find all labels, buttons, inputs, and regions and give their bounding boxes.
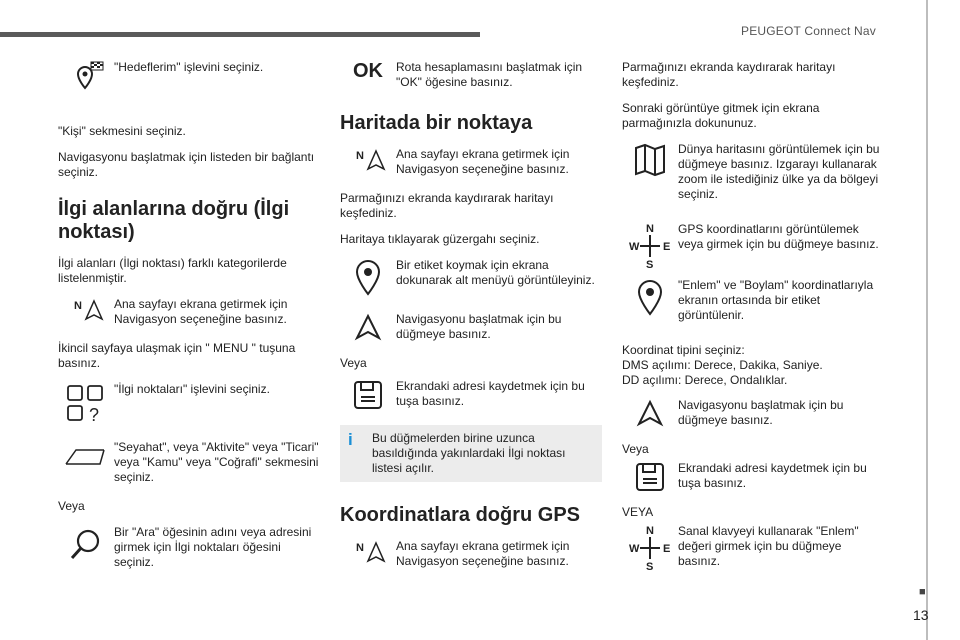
- col3-or-text: Veya: [622, 442, 649, 456]
- col3-or-caps-text: VEYA: [622, 505, 654, 519]
- strip-mark: ■: [919, 586, 926, 598]
- poi-desc-text: İlgi alanları (İlgi noktası) farklı kategorilerde listelenmiştir.: [58, 256, 287, 285]
- map-tap-text: Haritaya tıklayarak güzergahı seçiniz.: [340, 232, 540, 246]
- col3-nav-start-text: Navigasyonu başlatmak için bu düğmeye basınız.: [678, 398, 844, 427]
- col3-next-text: Sonraki görüntüye gitmek için ekrana parmağınızla dokununuz.: [622, 101, 820, 130]
- save-text: Ekrandaki adresi kaydetmek için bu tuşa basınız.: [396, 379, 585, 408]
- poi-select-text: "İlgi noktaları" işlevini seçiniz.: [114, 382, 270, 396]
- coord-type-label: Koordinat tipini seçiniz:: [622, 343, 745, 357]
- menu-press-text: İkincil sayfaya ulaşmak için " MENU " tuşuna basınız.: [58, 341, 296, 370]
- col3-nav-start-row: [622, 398, 884, 428]
- destinations-text: "Hedeflerim" işlevini seçiniz.: [114, 60, 264, 74]
- compass-s: S: [646, 259, 654, 270]
- column-3: [622, 60, 884, 586]
- gps-heading: Koordinatlara doğru GPS: [340, 504, 581, 526]
- world-map-row: [622, 142, 884, 202]
- contact-select-text: Navigasyonu başlatmak için listeden bir bağlantı seçiniz.: [58, 150, 315, 179]
- gps-nav-row: [340, 539, 602, 569]
- search-icon: [58, 525, 114, 565]
- world-map-icon: [622, 142, 678, 178]
- map-scroll-text: Parmağınızı ekranda kaydırarak haritayı keşfediniz.: [340, 191, 554, 220]
- info-note-text: Bu düğmelerden birine uzunca basıldığında yakınlardaki İlgi noktası listesi açılır.: [372, 431, 566, 475]
- ok-label: OK: [353, 60, 383, 82]
- col3-save-text: Ekrandaki adresi kaydetmek için bu tuşa basınız.: [678, 461, 867, 490]
- dd-text: DD açılımı: Derece, Ondalıklar.: [622, 373, 788, 387]
- compass-n: N: [646, 223, 654, 235]
- world-map-text: Dünya haritasını görüntülemek için bu düğmeye basınız. Izgarayı kullanarak zoom ile istediğiniz ülke ya da bölgeyi seçiniz.: [678, 142, 880, 201]
- page-header-title: PEUGEOT Connect Nav: [741, 24, 876, 38]
- tab-folder-icon: [58, 440, 114, 470]
- svg-text:N: N: [356, 542, 364, 554]
- ok-row: [340, 60, 602, 90]
- nav-start-row: [340, 312, 602, 342]
- compass-e: E: [663, 543, 671, 555]
- poi-category-icon: [58, 382, 114, 426]
- pin-row: [340, 258, 602, 298]
- map-pin-icon: [622, 278, 678, 318]
- map-nav-row: [340, 147, 602, 177]
- navigation-icon: [340, 539, 396, 565]
- or-text: Veya: [58, 499, 85, 513]
- destination-flag-icon: [58, 60, 114, 100]
- navigate-arrow-icon: [622, 398, 678, 428]
- svg-text:?: ?: [89, 405, 100, 425]
- search-text: Bir "Ara" öğesinin adını veya adresini girmek için İlgi noktaları öğesini seçiniz.: [114, 525, 312, 569]
- search-row: [58, 525, 320, 570]
- save-row: [340, 379, 602, 411]
- svg-text:N: N: [74, 300, 82, 312]
- nav-press-row: [58, 297, 320, 327]
- contact-tab-text: "Kişi" sekmesini seçiniz.: [58, 124, 186, 138]
- gps-coords-text: GPS koordinatlarını görüntülemek veya girmek için bu düğmeye basınız.: [678, 222, 879, 251]
- ok-icon: [340, 60, 396, 82]
- gps-nav-text: Ana sayfayı ekrana getirmek için Navigasyon seçeneğine basınız.: [396, 539, 570, 568]
- tabs-select-row: [58, 440, 320, 485]
- header-rule: [0, 32, 480, 37]
- pin-text: Bir etiket koymak için ekrana dokunarak alt menüyü görüntüleyiniz.: [396, 258, 595, 287]
- poi-heading: İlgi alanlarına doğru (İlgi noktası): [58, 198, 290, 243]
- column-1: [58, 60, 320, 584]
- save-disk-icon: [622, 461, 678, 493]
- navigation-icon: [340, 147, 396, 173]
- side-strip: [926, 0, 928, 640]
- map-nav-text: Ana sayfayı ekrana getirmek için Navigasyon seçeneğine basınız.: [396, 147, 570, 176]
- col3-save-row: [622, 461, 884, 493]
- nav-start-text: Navigasyonu başlatmak için bu düğmeye basınız.: [396, 312, 562, 341]
- page-number: 13: [913, 607, 929, 623]
- latlon-row: [622, 278, 884, 323]
- compass-icon: [622, 524, 678, 572]
- nav-press-text: Ana sayfayı ekrana getirmek için Navigasyon seçeneğine basınız.: [114, 297, 288, 326]
- latlon-text: "Enlem" ve "Boylam" koordinatlarıyla ekranın ortasında bir etiket görüntülenir.: [678, 278, 874, 322]
- ok-text: Rota hesaplamasını başlatmak için "OK" öğesine basınız.: [396, 60, 583, 89]
- navigation-icon: [58, 297, 114, 323]
- navigate-arrow-icon: [340, 312, 396, 342]
- poi-select-row: [58, 382, 320, 426]
- compass-w: W: [629, 241, 640, 253]
- map-heading: Haritada bir noktaya: [340, 112, 533, 134]
- info-icon: i: [348, 430, 353, 449]
- coord-type-text: [622, 343, 884, 388]
- destinations-row: [58, 60, 320, 100]
- or-text: Veya: [340, 356, 367, 370]
- save-disk-icon: [340, 379, 396, 411]
- gps-coords-row: [622, 222, 884, 270]
- keyboard-text: Sanal klavyeyi kullanarak "Enlem" değeri girmek için bu düğmeye basınız.: [678, 524, 859, 568]
- dms-text: DMS açılımı: Derece, Dakika, Saniye.: [622, 358, 823, 372]
- info-note: [340, 425, 602, 482]
- compass-n: N: [646, 525, 654, 537]
- col3-scroll-text: Parmağınızı ekranda kaydırarak haritayı keşfediniz.: [622, 60, 836, 89]
- column-2: [340, 60, 602, 583]
- map-pin-icon: [340, 258, 396, 298]
- svg-text:N: N: [356, 150, 364, 162]
- tabs-select-text: "Seyahat", veya "Aktivite" veya "Ticari" veya "Kamu" veya "Coğrafi" sekmesini seçiniz.: [114, 440, 319, 484]
- compass-icon: [622, 222, 678, 270]
- keyboard-row: [622, 524, 884, 572]
- compass-s: S: [646, 561, 654, 572]
- compass-e: E: [663, 241, 671, 253]
- compass-w: W: [629, 543, 640, 555]
